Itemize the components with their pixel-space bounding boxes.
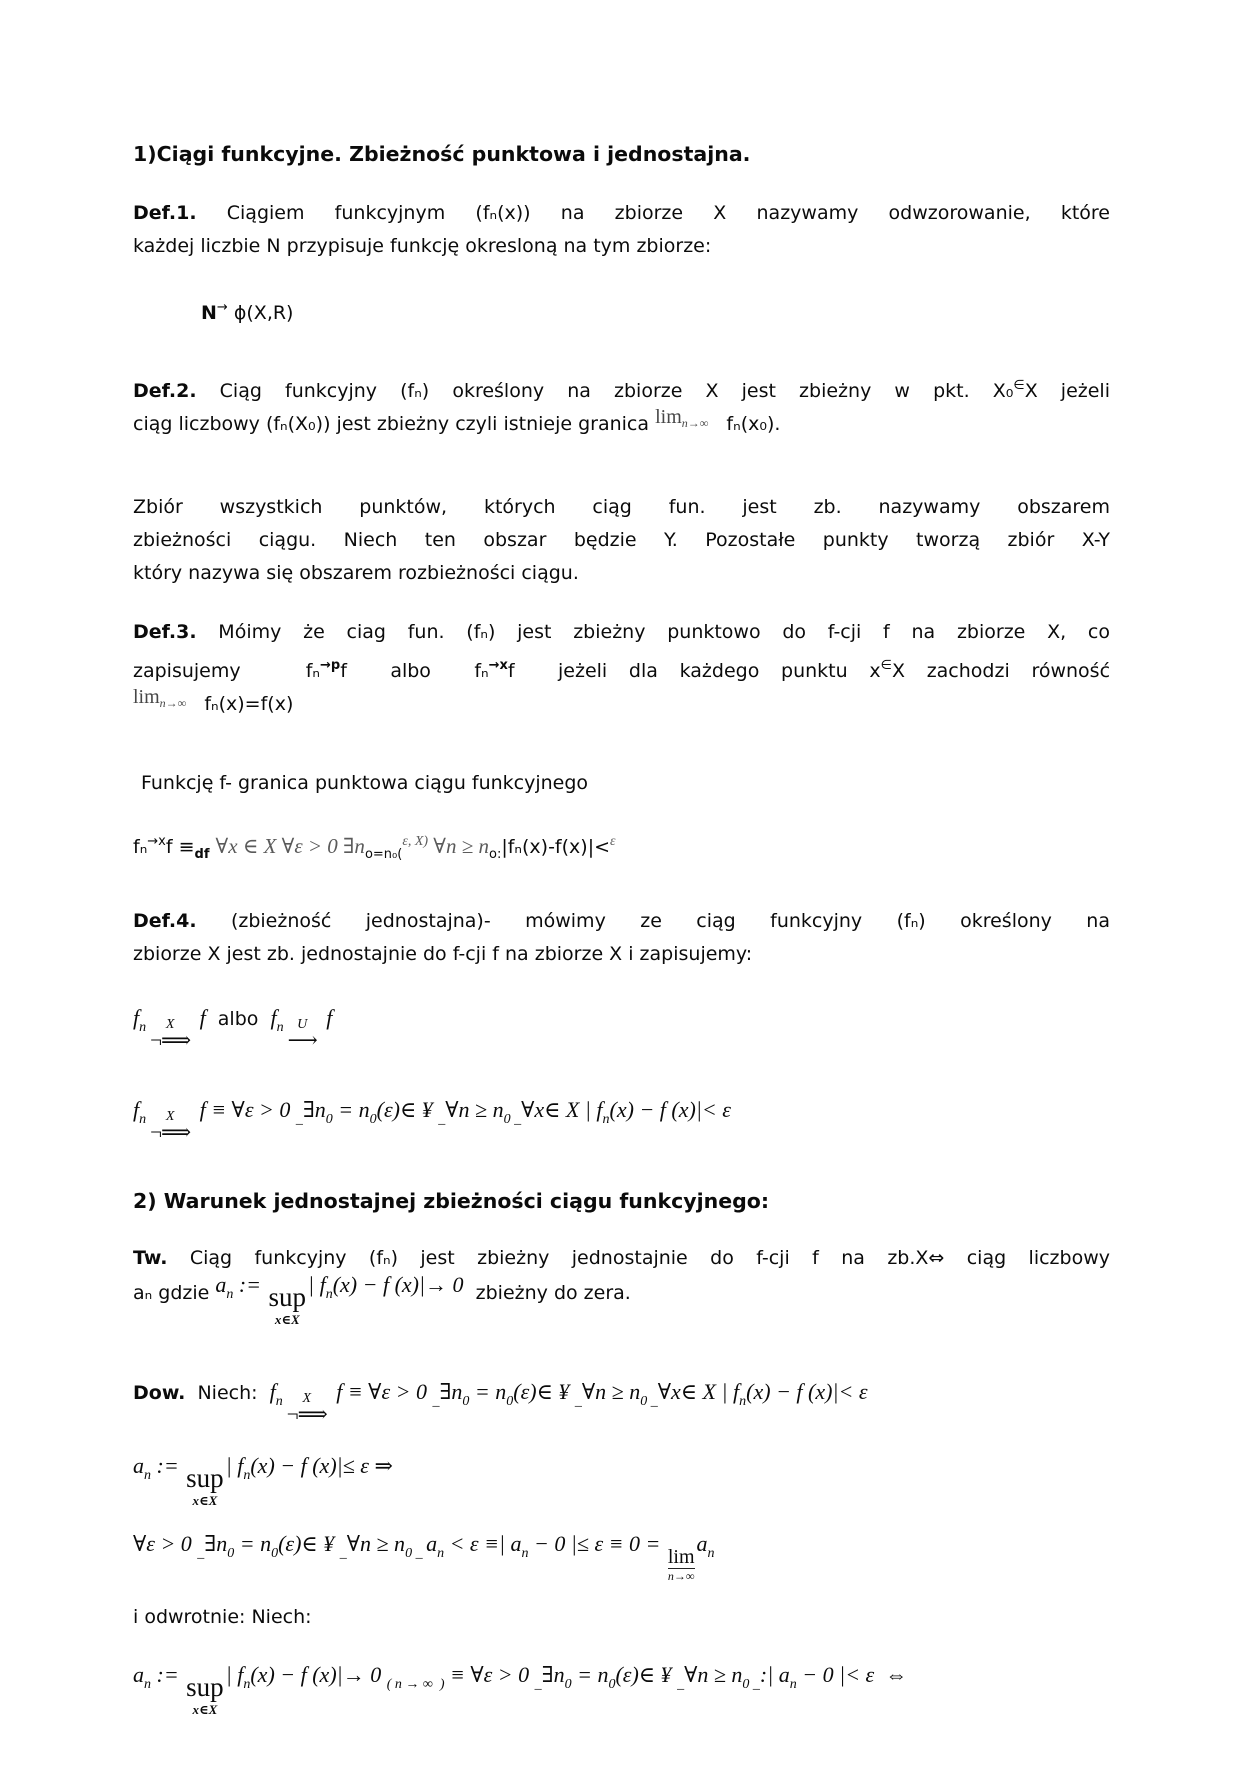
- math-segment: ∃n: [204, 1531, 228, 1557]
- text-line: [133, 616, 1110, 649]
- math-segment: | f: [225, 1453, 244, 1479]
- math-segment: = n: [469, 1379, 507, 1405]
- labeled-arrow: [288, 1018, 317, 1051]
- formula-uniform-definition: [133, 1095, 1110, 1143]
- text-segment: Niech:: [185, 1382, 270, 1405]
- text-segment: ϕ(X,R): [227, 302, 294, 324]
- operator-name: lim: [667, 1546, 695, 1569]
- text-segment: f jeżeli dla każdego punktu x: [507, 659, 881, 682]
- math-segment: ∀x∈ X | f: [521, 1097, 603, 1123]
- text-line: [201, 299, 1110, 327]
- text-segment: →p: [320, 657, 341, 673]
- math-segment: ( n → ∞ ): [386, 1676, 445, 1692]
- math-segment: n: [139, 1112, 147, 1128]
- labeled-arrow: [150, 1110, 190, 1143]
- math-segment: n: [139, 1020, 147, 1036]
- sup-operator: [186, 1671, 224, 1717]
- formula-uniform-notation: [133, 1003, 1110, 1051]
- operator-name: lim: [655, 405, 682, 428]
- text-line: [133, 1451, 1110, 1507]
- math-segment: n: [243, 1676, 251, 1692]
- text-segment: →x: [147, 833, 166, 849]
- math-segment: f: [320, 1005, 333, 1031]
- inline-limit: [133, 681, 186, 720]
- definition-4-paragraph: [133, 905, 1110, 971]
- formula-n-mapping: [201, 299, 1110, 327]
- math-segment: ∀x ∈ X ∀ε > 0 ∃n: [215, 833, 365, 858]
- math-segment: ∀n ≥ n: [428, 833, 489, 858]
- text-segment: zbieżności ciągu. Niech ten obszar będzie Y. Pozostałe punkty tworzą zbiór X-Y: [133, 528, 1110, 551]
- math-segment: n: [521, 1546, 529, 1562]
- math-segment: = n: [332, 1097, 370, 1123]
- text-segment: Def.3.: [133, 620, 197, 643]
- text-line: [133, 685, 1110, 727]
- math-segment: n: [144, 1676, 151, 1692]
- arrow-label: X: [165, 1109, 175, 1125]
- text-segment: Tw.: [133, 1247, 168, 1270]
- operator-name: lim: [133, 685, 160, 708]
- math-segment: (x) − f (x)|≤ ε ⇒: [250, 1453, 393, 1479]
- math-segment: ∃n: [439, 1379, 463, 1405]
- math-segment: _: [574, 1394, 582, 1410]
- math-segment: (ε)∈ ¥: [615, 1661, 678, 1687]
- math-segment: (ε)∈ ¥: [278, 1531, 340, 1557]
- text-line: [133, 649, 1110, 688]
- math-segment: ε, X): [402, 833, 429, 849]
- proof-epsilon-limit-line: [133, 1529, 1110, 1583]
- definition-3-paragraph: [133, 616, 1110, 727]
- text-line: [133, 1601, 1110, 1634]
- math-segment: n: [226, 1287, 234, 1303]
- math-segment: 0: [325, 1112, 333, 1128]
- text-line: [133, 557, 1110, 590]
- definition-2-paragraph: [133, 369, 1110, 447]
- text-line: [133, 1660, 1110, 1716]
- math-segment: (x) − f (x)|< ε: [746, 1379, 868, 1405]
- math-segment: 0: [608, 1676, 616, 1692]
- text-segment: Zbiór wszystkich punktów, których ciąg fun. jest zb. nazywamy obszarem: [133, 495, 1110, 518]
- arrow-label: X: [302, 1391, 311, 1407]
- text-segment: f: [165, 835, 173, 858]
- operator-subscript: x∈X: [274, 1312, 300, 1328]
- math-segment: (ε)∈ ¥: [513, 1379, 575, 1405]
- math-segment: f: [133, 1097, 140, 1123]
- inline-limit: [655, 401, 708, 440]
- text-segment: zbieżny do zera.: [463, 1282, 631, 1305]
- math-segment: = n: [234, 1531, 272, 1557]
- text-line: [141, 767, 1110, 800]
- text-segment: Dow.: [133, 1382, 186, 1405]
- operator-name: sup: [186, 1463, 224, 1494]
- text-segment: fₙ(x₀).: [708, 412, 781, 435]
- math-segment: ∀n ≥ n: [684, 1661, 743, 1687]
- math-segment: f ≡ ∀ε > 0: [194, 1097, 296, 1123]
- arrow-glyph: ⟶: [287, 1028, 317, 1053]
- math-segment: n: [276, 1020, 284, 1036]
- arrow-glyph: ¬⟹: [286, 1402, 327, 1427]
- math-segment: f: [194, 1005, 206, 1031]
- text-segment: Def.2.: [133, 379, 197, 402]
- text-segment: zbiorze X jest zb. jednostajnie do f-cji f na zbiorze X i zapisujemy:: [133, 943, 753, 966]
- math-segment: ∀n ≥ n: [346, 1531, 406, 1557]
- operator-subscript: n→∞: [681, 415, 709, 430]
- text-segment: 2) Warunek jednostajnej zbieżności ciągu funkcyjnego:: [133, 1189, 770, 1214]
- text-segment: i odwrotnie: Niech:: [133, 1605, 312, 1628]
- labeled-arrow: [150, 1018, 190, 1051]
- text-segment: (zbieżność jednostajna)- mówimy ze ciąg funkcyjny (fₙ) określony na: [196, 910, 1110, 933]
- text-segment: X zachodzi równość: [891, 659, 1111, 682]
- theorem-paragraph: [133, 1242, 1110, 1333]
- math-segment: 0 _: [503, 1112, 522, 1128]
- text-segment: który nazywa się obszarem rozbieżności ciągu.: [133, 561, 579, 584]
- definition-1-paragraph: [133, 197, 1110, 263]
- math-segment: 0: [564, 1676, 572, 1692]
- text-line: [133, 1529, 1110, 1583]
- text-line: [133, 140, 1110, 169]
- text-line: [133, 524, 1110, 557]
- section-1-heading: [133, 140, 1110, 169]
- arrow-glyph: ¬⟹: [150, 1028, 191, 1053]
- math-segment: − 0 |≤ ε ≡ 0 =: [528, 1531, 666, 1557]
- text-segment: o=n₀(: [364, 846, 403, 862]
- text-segment: |fₙ(x)-f(x)|<: [501, 835, 611, 858]
- conversely-caption: [133, 1601, 1110, 1634]
- text-segment: o:: [489, 846, 502, 862]
- math-segment: ≡ ∀ε > 0: [444, 1661, 535, 1687]
- proof-sup-bound-line: [133, 1451, 1110, 1507]
- math-segment: (x) − f (x)|< ε: [609, 1097, 731, 1123]
- text-segment: Def.4.: [133, 910, 197, 933]
- text-line: [133, 1003, 1110, 1051]
- math-segment: f ≡ ∀ε > 0: [330, 1379, 433, 1405]
- text-segment: Ciąg funkcyjny (fₙ) jest zbieżny jednostajnie do f-cji f na zb.X⇔ ciąg liczbowy: [167, 1247, 1110, 1270]
- operator-subscript: n→∞: [667, 1569, 695, 1584]
- formula-pointwise-definition: [133, 832, 1110, 864]
- text-line: [133, 491, 1110, 524]
- math-segment: _: [534, 1676, 542, 1692]
- math-segment: n: [144, 1468, 151, 1484]
- text-line: [133, 832, 1110, 864]
- math-segment: :| a: [759, 1661, 790, 1687]
- proof-forward-line: [133, 1377, 1110, 1425]
- arrow-label: X: [165, 1017, 175, 1033]
- math-segment: ∀ε > 0: [133, 1531, 198, 1557]
- math-segment: ∀n ≥ n: [445, 1097, 504, 1123]
- math-segment: ∀n ≥ n: [581, 1379, 641, 1405]
- labeled-arrow: [287, 1392, 327, 1425]
- text-segment: ∈: [1013, 377, 1025, 393]
- math-segment: (ε)∈ ¥: [376, 1097, 439, 1123]
- math-segment: n: [739, 1394, 747, 1410]
- math-segment: 0: [227, 1546, 235, 1562]
- math-segment: f: [133, 1005, 140, 1031]
- operator-subscript: x∈X: [192, 1493, 218, 1509]
- math-segment: _: [432, 1394, 440, 1410]
- math-segment: _: [339, 1546, 347, 1562]
- math-segment: f: [269, 1379, 276, 1405]
- math-segment: a: [215, 1272, 227, 1298]
- text-line: [133, 1095, 1110, 1143]
- text-line: [133, 1377, 1110, 1425]
- text-line: [133, 230, 1110, 263]
- math-segment: a: [696, 1531, 708, 1557]
- math-segment: 0 _: [405, 1546, 427, 1562]
- text-segment: X jeżeli: [1024, 379, 1110, 402]
- math-segment: n: [602, 1112, 610, 1128]
- text-segment: Funkcję f- granica punktowa ciągu funkcyjnego: [141, 771, 589, 794]
- text-segment: N: [201, 302, 217, 324]
- math-segment: _: [438, 1112, 446, 1128]
- math-segment: 0 _: [640, 1394, 658, 1410]
- math-segment: _: [677, 1676, 685, 1692]
- math-segment: ∃n: [541, 1661, 565, 1687]
- math-segment: ε: [610, 833, 616, 849]
- math-segment: a: [133, 1661, 144, 1687]
- text-line: [133, 405, 1110, 447]
- arrow-glyph: ¬⟹: [150, 1120, 191, 1145]
- math-segment: a: [133, 1453, 144, 1479]
- operator-name: sup: [186, 1671, 224, 1702]
- text-line: [133, 369, 1110, 408]
- text-segment: df: [194, 846, 210, 862]
- text-line: [133, 1242, 1110, 1275]
- math-segment: :=: [151, 1661, 185, 1687]
- text-line: [133, 905, 1110, 938]
- limit-operator: [668, 1547, 695, 1583]
- text-segment: →x: [488, 657, 508, 673]
- math-segment: 0: [369, 1112, 377, 1128]
- math-segment: | f: [225, 1661, 244, 1687]
- text-segment: fₙ: [133, 835, 148, 858]
- section-2-heading: [133, 1187, 1110, 1216]
- text-segment: zapisujemy fₙ: [133, 659, 321, 682]
- math-segment: :=: [233, 1272, 267, 1298]
- operator-subscript: n→∞: [159, 695, 187, 710]
- math-segment: :=: [151, 1453, 185, 1479]
- text-line: [133, 1187, 1110, 1216]
- math-segment: a: [426, 1531, 438, 1557]
- text-line: [133, 1272, 1110, 1333]
- proof-converse-line: [133, 1660, 1110, 1716]
- math-segment: 0: [506, 1394, 514, 1410]
- operator-subscript: x∈X: [192, 1701, 218, 1717]
- math-segment: n: [275, 1394, 283, 1410]
- sup-operator: [269, 1284, 307, 1326]
- math-segment: n: [325, 1287, 333, 1303]
- text-segment: każdej liczbie N przypisuje funkcję okresloną na tym zbiorze:: [133, 235, 712, 257]
- operator-name: sup: [268, 1282, 307, 1313]
- math-segment: f: [270, 1005, 277, 1031]
- text-segment: ciąg liczbowy (fₙ(X₀)) jest zbieżny czyli istnieje granica: [133, 412, 656, 435]
- text-segment: ∈: [880, 657, 892, 673]
- text-segment: aₙ gdzie: [133, 1282, 216, 1305]
- math-segment: ∀x∈ X | f: [657, 1379, 740, 1405]
- math-segment: n: [243, 1468, 251, 1484]
- text-segment: albo: [205, 1008, 271, 1031]
- math-segment: = n: [571, 1661, 609, 1687]
- text-segment: f albo fₙ: [340, 659, 489, 682]
- math-segment: (x) − f (x)|→ 0: [332, 1272, 464, 1298]
- text-segment: Ciągiem funkcyjnym (fₙ(x)) na zbiorze X nazywamy odwzorowanie, które: [196, 202, 1110, 224]
- arrow-label: U: [297, 1017, 308, 1033]
- text-segment: Def.1.: [133, 202, 197, 224]
- sup-operator: [186, 1465, 224, 1507]
- text-line: [133, 938, 1110, 971]
- math-segment: n: [707, 1546, 715, 1562]
- text-segment: 1)Ciągi funkcyjne. Zbieżność punktowa i jednostajna.: [133, 142, 751, 166]
- math-segment: n: [437, 1546, 445, 1562]
- text-segment: Ciąg funkcyjny (fₙ) określony na zbiorze X jest zbieżny w pkt. X₀: [196, 379, 1014, 402]
- pointwise-limit-caption: [141, 767, 1110, 800]
- math-segment: | f: [308, 1272, 326, 1298]
- math-segment: < ε ≡: [444, 1531, 499, 1557]
- text-line: [133, 197, 1110, 230]
- math-segment: 0: [271, 1546, 279, 1562]
- math-segment: n: [789, 1676, 797, 1692]
- math-segment: | a: [498, 1531, 522, 1557]
- math-segment: _: [295, 1112, 303, 1128]
- text-segment: ≡: [172, 835, 195, 858]
- text-segment: Móimy że ciag fun. (fₙ) jest zbieżny punktowo do f-cji f na zbiorze X, co: [196, 620, 1110, 643]
- convergence-area-paragraph: [133, 491, 1110, 590]
- text-segment: fₙ(x)=f(x): [186, 692, 294, 715]
- math-segment: ∃n: [302, 1097, 326, 1123]
- text-segment: →: [216, 300, 228, 315]
- math-segment: (x) − f (x)|→ 0: [250, 1661, 387, 1687]
- math-segment: _: [197, 1546, 205, 1562]
- math-segment: 0: [462, 1394, 470, 1410]
- math-segment: − 0 |< ε ⇔: [796, 1661, 908, 1687]
- math-segment: 0 _: [742, 1676, 760, 1692]
